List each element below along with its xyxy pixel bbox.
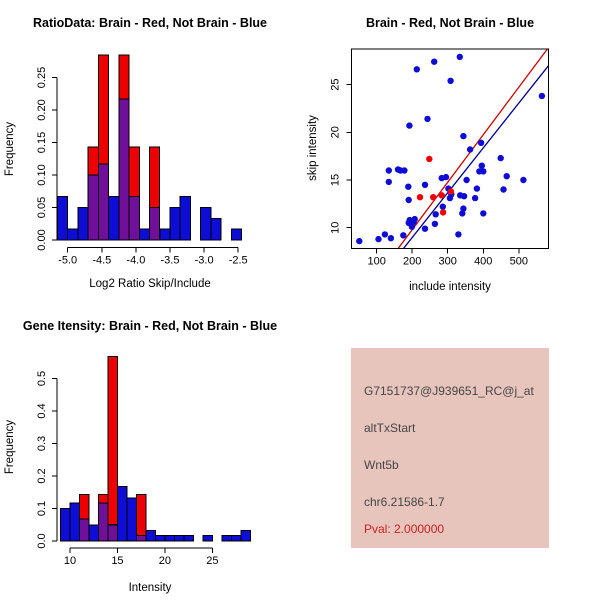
ratio-hist-y-axis-label: Frequency bbox=[4, 121, 16, 177]
locus-text: chr6.21586-1.7 bbox=[364, 495, 445, 509]
ratio-hist-x-axis-label: Log2 Ratio Skip/Include bbox=[89, 278, 211, 290]
svg-text:0.20: 0.20 bbox=[36, 99, 48, 121]
scatter-y-axis-label: skip intensity bbox=[307, 115, 319, 181]
svg-text:100: 100 bbox=[367, 255, 386, 268]
scatter-panel bbox=[300, 0, 600, 300]
svg-text:15: 15 bbox=[111, 555, 124, 567]
event-type-text: altTxStart bbox=[364, 421, 416, 435]
svg-text:-2.5: -2.5 bbox=[228, 254, 248, 267]
svg-text:0.3: 0.3 bbox=[36, 435, 48, 452]
gene-symbol-text: Wnt5b bbox=[364, 458, 399, 472]
svg-text:0.25: 0.25 bbox=[36, 66, 48, 89]
pval-text: Pval: 2.000000 bbox=[364, 522, 445, 536]
svg-text:20: 20 bbox=[329, 126, 342, 139]
svg-text:0.1: 0.1 bbox=[36, 500, 48, 517]
svg-text:25: 25 bbox=[329, 78, 342, 91]
svg-text:0.4: 0.4 bbox=[36, 403, 48, 419]
ratio-histogram-panel bbox=[0, 0, 300, 300]
svg-text:25: 25 bbox=[206, 555, 219, 567]
svg-text:0.15: 0.15 bbox=[36, 131, 48, 154]
svg-text:500: 500 bbox=[509, 255, 528, 268]
svg-text:0.5: 0.5 bbox=[36, 370, 48, 387]
gene-info-panel bbox=[351, 348, 549, 548]
svg-text:0.05: 0.05 bbox=[36, 196, 48, 219]
svg-text:-4.5: -4.5 bbox=[92, 254, 112, 267]
ratio-hist-title: RatioData: Brain - Red, Not Brain - Blue bbox=[32, 16, 268, 30]
svg-text:-3.5: -3.5 bbox=[160, 254, 180, 267]
gene-histogram-panel bbox=[0, 300, 300, 600]
scatter-x-axis-label: include intensity bbox=[409, 281, 491, 293]
gene-hist-x-axis-label: Intensity bbox=[128, 582, 172, 594]
svg-text:0.2: 0.2 bbox=[36, 468, 48, 484]
gene-hist-y-axis-label: Frequency bbox=[4, 419, 16, 475]
svg-text:20: 20 bbox=[158, 555, 172, 567]
svg-text:0.10: 0.10 bbox=[36, 164, 48, 186]
gene-hist-title: Gene Itensity: Brain - Red, Not Brain - Blue bbox=[22, 319, 278, 333]
svg-text:-4.0: -4.0 bbox=[126, 254, 146, 267]
probe-id-text: G7151737@J939651_RC@j_at bbox=[364, 384, 534, 398]
svg-text:400: 400 bbox=[474, 255, 493, 268]
svg-text:10: 10 bbox=[63, 555, 77, 567]
scatter-title: Brain - Red, Not Brain - Blue bbox=[365, 16, 535, 30]
svg-text:0.0: 0.0 bbox=[36, 533, 48, 549]
svg-text:15: 15 bbox=[329, 173, 342, 187]
svg-text:0.00: 0.00 bbox=[36, 229, 48, 251]
svg-text:200: 200 bbox=[403, 255, 422, 268]
svg-text:-3.0: -3.0 bbox=[194, 254, 214, 267]
svg-text:-5.0: -5.0 bbox=[58, 254, 78, 267]
svg-text:300: 300 bbox=[438, 255, 457, 268]
svg-text:10: 10 bbox=[329, 221, 342, 234]
